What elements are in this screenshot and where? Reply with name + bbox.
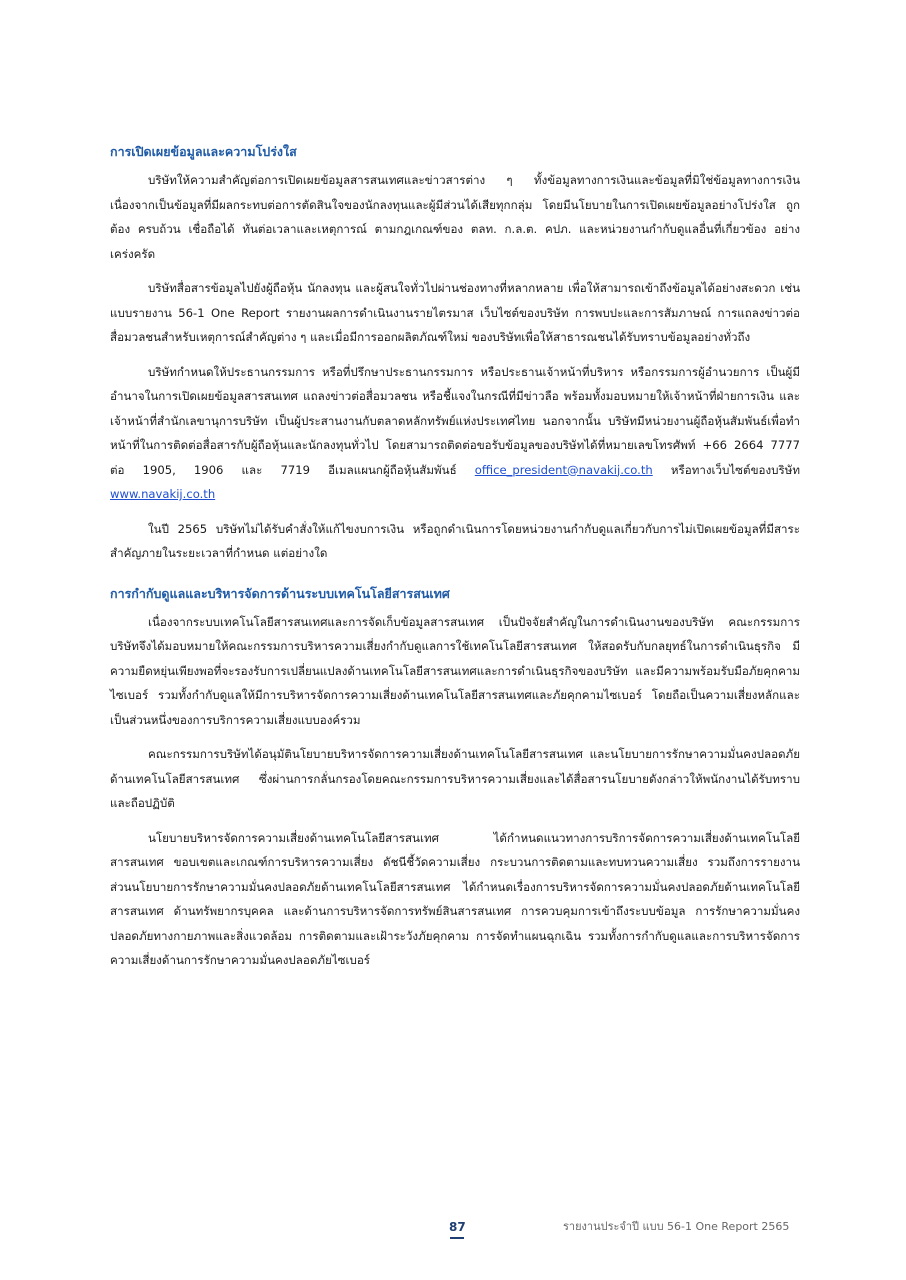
investor-relations-email-link[interactable]: office_president@navakij.co.th xyxy=(474,462,653,477)
paragraph-it-policy-approval: คณะกรรมการบริษัทได้อนุมัตินโยบายบริหารจัดการความเสี่ยงด้านเทคโนโลยีสารสนเทศ และนโยบายการรักษาความมั่นคงปลอดภัยด้านเทคโนโลยีสารสนเทศ ซึ่งผ่านการกลั่นกรองโดยคณะกรรมการบริหารความเสี่ยงและได้สื่อสารนโยบายดังกล่าวให้พนักงานได้รับทราบและถือปฏิบัติ xyxy=(110,747,800,810)
paragraph-no-correction-order: ในปี 2565 บริษัทไม่ได้รับคำสั่งให้แก้ไขงบการเงิน หรือถูกดำเนินการโดยหน่วยงานกำกับดูแลเกี่ยวกับการไม่เปิดเผยข้อมูลที่มีสาระสำคัญภายในระยะเวลาที่กำหนด แต่อย่างใด xyxy=(110,521,800,560)
section-title-it-governance: การกำกับดูแลและบริหารจัดการด้านระบบเทคโนโลยีสารสนเทศ xyxy=(110,585,450,601)
page-number: 87 xyxy=(449,1220,466,1234)
paragraph-authorized-persons-text: บริษัทกำหนดให้ประธานกรรมการ หรือที่ปรึกษาประธานกรรมการ หรือประธานเจ้าหน้าที่บริหาร หรือกรรมการผู้อำนวยการ เป็นผู้มีอำนาจในการเปิดเผยข้อมูลสารสนเทศ แถลงข่าวต่อสื่อมวลชน หรือชี้แจงในกรณีที่มีข่าวลือ พร้อมทั้งมอบหมายให้เจ้าหน้าที่ฝ่ายการเงิน และเจ้าหน้าที่สำนักเลขานุการบริษัท เป็นผู้ประสานงานกับตลาดหลักทรัพย์แห่งประเทศไทย นอกจากนั้น บริษัทมีหน่วยงานผู้ถือหุ้นสัมพันธ์เพื่อทำหน้าที่ในการติดต่อสื่อสารกับผู้ถือหุ้นและนักลงทุนทั่วไป โดยสามารถติดต่อขอรับข้อมูลของบริษัทได้ที่หมายเลขโทรศัพท์ +66 2664 7777 ต่อ 1905, 1906 และ 7719 อีเมลแผนกผู้ถือหุ้นสัมพันธ์ xyxy=(110,364,800,477)
section-title-disclosure: การเปิดเผยข้อมูลและความโปร่งใส xyxy=(110,144,297,159)
paragraph-authorized-persons xyxy=(110,360,800,507)
paragraph-disclosure-importance: บริษัทให้ความสำคัญต่อการเปิดเผยข้อมูลสารสนเทศและข่าวสารต่าง ๆ ทั้งข้อมูลทางการเงินและข้อมูลที่มิใช่ข้อมูลทางการเงิน เนื่องจากเป็นข้อมูลที่มีผลกระทบต่อการตัดสินใจของนักลงทุนและผู้มีส่วนได้เสียทุกกลุ่ม โดยมีนโยบายในการเปิดเผยข้อมูลอย่างโปร่งใส ถูกต้อง ครบถ้วน เชื่อถือได้ ทันต่อเวลาและเหตุการณ์ ตามกฎเกณฑ์ของ ตลท. ก.ล.ต. คปภ. และหน่วยงานกำกับดูแลอื่นที่เกี่ยวข้อง อย่างเคร่งครัด xyxy=(110,173,800,261)
page-footer xyxy=(0,1218,906,1242)
document-body xyxy=(110,140,800,983)
paragraph-it-policy-details: นโยบายบริหารจัดการความเสี่ยงด้านเทคโนโลยีสารสนเทศ ได้กำหนดแนวทางการบริการจัดการความเสี่ยงด้านเทคโนโลยีสารสนเทศ ขอบเขตและเกณฑ์การบริหารความเสี่ยง ดัชนีชี้วัดความเสี่ยง กระบวนการติดตามและทบทวนความเสี่ยง รวมถึงการรายงาน ส่วนนโยบายการรักษาความมั่นคงปลอดภัยด้านเทคโนโลยีสารสนเทศ ได้กำหนดเรื่องการบริหารจัดการความมั่นคงปลอดภัยด้านเทคโนโลยีสารสนเทศ ด้านทรัพยากรบุคคล และด้านการบริหารจัดการทรัพย์สินสารสนเทศ การควบคุมการเข้าถึงระบบข้อมูล การรักษาความมั่นคงปลอดภัยทางกายภาพและสิ่งแวดล้อม การติดตามและเฝ้าระวังภัยคุกคาม การจัดทำแผนฉุกเฉิน รวมทั้งการกำกับดูแลและการบริหารจัดการความเสี่ยงด้านการรักษาความมั่นคงปลอดภัยไซเบอร์ xyxy=(110,830,800,967)
page-number-underline xyxy=(450,1237,464,1239)
paragraph-authorized-persons-connector: หรือทางเว็บไซต์ของบริษัท xyxy=(652,462,800,477)
report-title: รายงานประจำปี แบบ 56-1 One Report 2565 xyxy=(563,1220,790,1233)
paragraph-communication-channels: บริษัทสื่อสารข้อมูลไปยังผู้ถือหุ้น นักลงทุน และผู้สนใจทั่วไปผ่านช่องทางที่หลากหลาย เพื่อให้สามารถเข้าถึงข้อมูลได้อย่างสะดวก เช่น แบบรายงาน 56-1 One Report รายงานผลการดำเนินงานรายไตรมาส เว็บไซต์ของบริษัท การพบปะและการสัมภาษณ์ การแถลงข่าวต่อสื่อมวลชนสำหรับเหตุการณ์สำคัญต่าง ๆ และเมื่อมีการออกผลิตภัณฑ์ใหม่ ของบริษัทเพื่อให้สาธารณชนได้รับทราบข้อมูลอย่างทั่วถึง xyxy=(110,281,800,344)
paragraph-it-risk-assignment: เนื่องจากระบบเทคโนโลยีสารสนเทศและการจัดเก็บข้อมูลสารสนเทศ เป็นปัจจัยสำคัญในการดำเนินงานของบริษัท คณะกรรมการบริษัทจึงได้มอบหมายให้คณะกรรมการบริหารความเสี่ยงกำกับดูแลการใช้เทคโนโลยีสารสนเทศ ให้สอดรับกับกลยุทธ์ในการดำเนินธุรกิจ มีความยืดหยุ่นเพียงพอที่จะรองรับการเปลี่ยนแปลงด้านเทคโนโลยีสารสนเทศและการดำเนินธุรกิจของบริษัท และมีความพร้อมรับมือภัยคุกคามไซเบอร์ รวมทั้งกำกับดูแลให้มีการบริหารจัดการความเสี่ยงด้านเทคโนโลยีสารสนเทศและภัยคุกคามไซเบอร์ โดยถือเป็นความเสี่ยงหลักและเป็นส่วนหนึ่งของการบริการความเสี่ยงแบบองค์รวม xyxy=(110,614,800,727)
company-website-link[interactable]: www.navakij.co.th xyxy=(110,487,216,501)
